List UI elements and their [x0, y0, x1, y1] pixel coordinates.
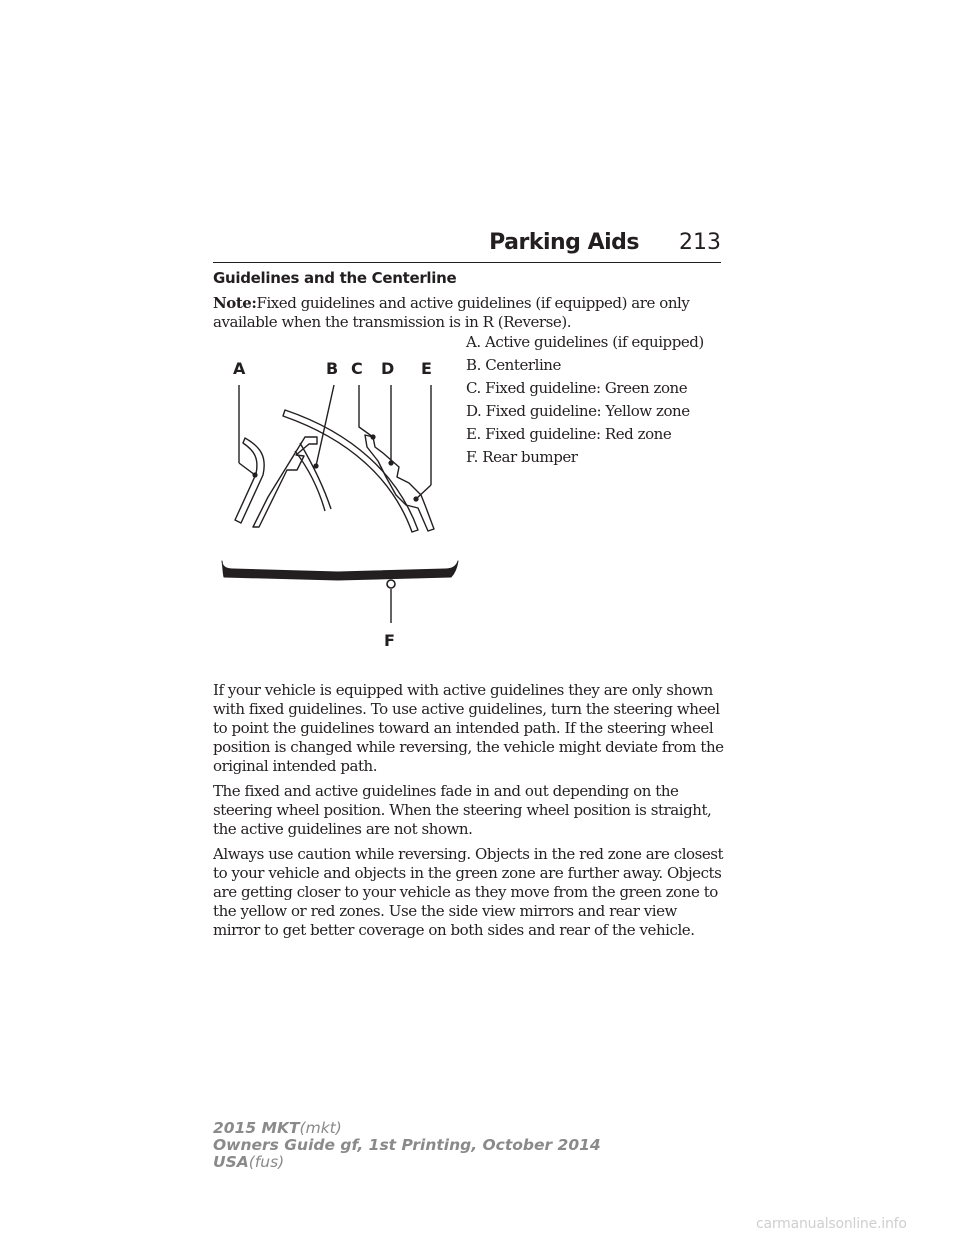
figure-legend: [466, 333, 726, 471]
callout-dot-d: [388, 460, 393, 465]
parking-guidelines-diagram: [213, 355, 463, 650]
callout-letter-e: E: [421, 359, 432, 378]
legend-item-c: C. Fixed guideline: Green zone: [466, 379, 688, 397]
callout-dot-b: [313, 463, 318, 468]
subheading: Guidelines and the Centerline: [213, 269, 457, 287]
callout-dot-e: [413, 496, 418, 501]
paragraph: If your vehicle is equipped with active guidelines they are only shown with fixed guidelines. To use active guidelines, turn the steering wheel to point the guidelines toward an intended path. If the steering wheel position is changed while reversing, the vehicle might deviate from the original intended path.: [213, 681, 724, 775]
footer-market: USA: [213, 1153, 249, 1171]
legend-item-a: A. Active guidelines (if equipped): [466, 333, 704, 351]
leader-line-a-tip: [239, 463, 255, 475]
fixed-guideline-left: [253, 437, 317, 527]
page-number: 213: [679, 230, 721, 255]
footer-model-code: (mkt): [299, 1119, 342, 1137]
paragraph: The fixed and active guidelines fade in and out depending on the steering wheel position. When the steering wheel position is straight, the active guidelines are not shown.: [213, 782, 712, 838]
note-label: Note:: [213, 294, 257, 312]
callout-letter-f: F: [384, 631, 395, 650]
legend-item-b: B. Centerline: [466, 356, 561, 374]
page-header: [213, 228, 721, 263]
page-footer: [213, 1120, 601, 1171]
callout-letter-d: D: [381, 359, 395, 378]
leader-line-c: [359, 385, 373, 437]
paragraph: Always use caution while reversing. Objects in the red zone are closest to your vehicle and objects in the green zone are further away. Objects are getting closer to your vehicle as they move from the green zone to the yellow or red zones. Use the side view mirrors and rear view mirror to get better coverage on both sides and rear of the vehicle.: [213, 845, 724, 939]
callout-letter-a: A: [233, 359, 246, 378]
footer-guide: Owners Guide gf, 1st Printing, October 2014: [213, 1136, 601, 1154]
footer-market-code: (fus): [248, 1153, 285, 1171]
callout-letter-b: B: [326, 359, 339, 378]
note-text: Fixed guidelines and active guidelines (if equipped) are only available when the transmission is in R (Reverse).: [213, 294, 690, 331]
body-text: [213, 681, 728, 946]
fixed-guideline-right: [365, 435, 434, 531]
legend-item-e: E. Fixed guideline: Red zone: [466, 425, 672, 443]
callout-letter-c: C: [351, 359, 363, 378]
footer-model: 2015 MKT: [213, 1119, 300, 1137]
bumper-sensor-marker: [387, 580, 395, 588]
watermark: carmanualsonline.info: [756, 1216, 907, 1232]
section-title: Parking Aids: [489, 230, 639, 255]
note: [213, 294, 728, 332]
leader-line-b: [316, 385, 334, 466]
callout-dot-c: [370, 434, 375, 439]
rear-bumper: [222, 561, 458, 580]
legend-item-f: F. Rear bumper: [466, 448, 578, 466]
callout-dot-a: [252, 472, 257, 477]
fixed-guideline-left-inner: [295, 443, 331, 511]
legend-item-d: D. Fixed guideline: Yellow zone: [466, 402, 690, 420]
